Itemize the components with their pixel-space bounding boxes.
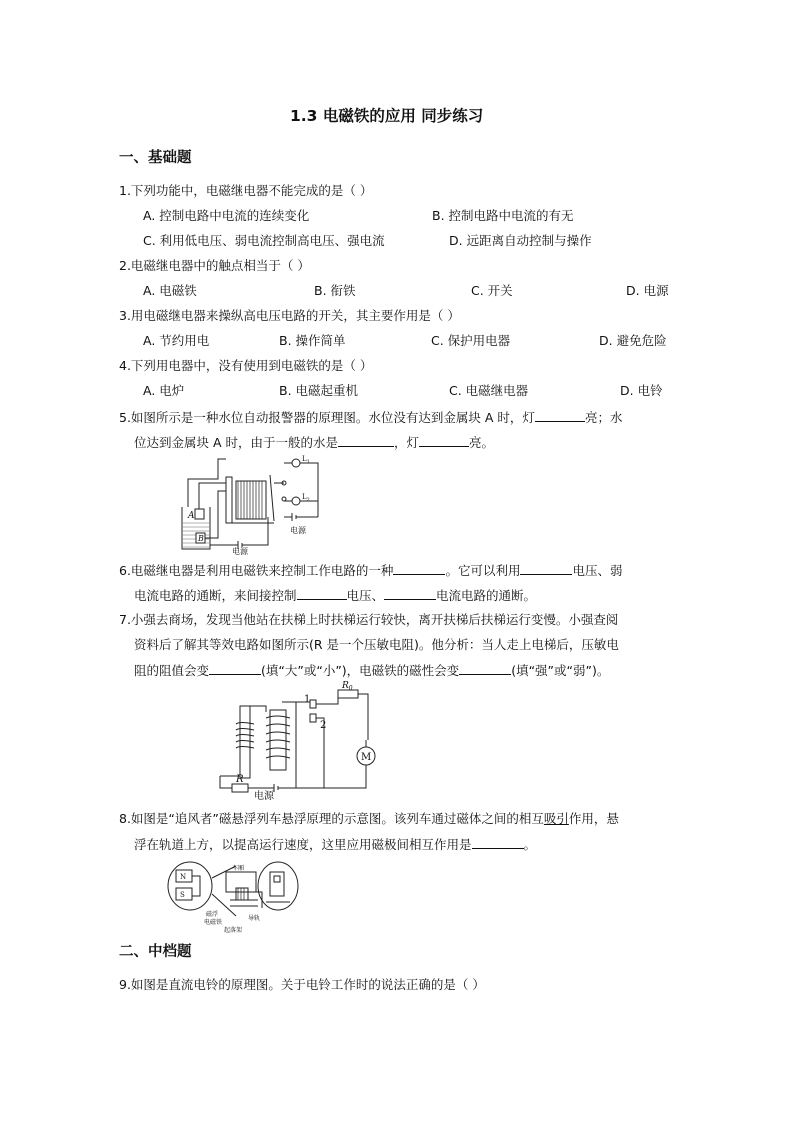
label-car: 车厢	[232, 865, 245, 872]
label-a: A	[188, 511, 195, 521]
q8-text: 浮在轨道上方，以提高运行速度，这里应用磁极间相互作用是	[134, 837, 472, 852]
question-4-option-a: A. 电炉	[143, 383, 185, 398]
label-contact-2: 2	[320, 720, 327, 731]
q8-text: 8.如图是“追风者”磁悬浮列车悬浮原理的示意图。该列车通过磁体之间的相互	[119, 811, 544, 826]
label-s: S	[180, 891, 185, 899]
q6-blank-2[interactable]	[520, 561, 572, 575]
q6-text: 电流电路的通断。	[436, 588, 537, 603]
q6-text: 6.电磁继电器是利用电磁铁来控制工作电路的一种	[119, 563, 394, 578]
motor-icon: M	[361, 752, 372, 763]
label-contact-1: 1	[304, 694, 311, 705]
q7-blank-1[interactable]	[209, 661, 261, 675]
question-8-line-2	[134, 835, 536, 854]
question-1-option-a: A. 控制电路中电流的连续变化	[143, 208, 310, 223]
escalator-circuit-figure	[214, 681, 384, 804]
q6-blank-1[interactable]	[393, 561, 445, 575]
label-n: N	[180, 873, 187, 881]
q7-text: (填“强”或“弱”)。	[511, 663, 610, 678]
q8-underlined-word: 吸引	[543, 811, 569, 826]
q6-text: 。它可以利用	[445, 563, 521, 578]
question-4-option-d: D. 电铃	[620, 383, 663, 398]
question-3-option-b: B. 操作简单	[279, 333, 346, 348]
q5-text: 5.如图所示是一种水位自动报警器的原理图。水位没有达到金属块 A 时，灯	[119, 410, 535, 425]
label-l1: $L_1$	[302, 455, 310, 465]
question-5-line-1	[119, 408, 622, 427]
q5-text: 亮；水	[584, 410, 623, 425]
question-5-line-2	[134, 433, 494, 452]
q5-blank-2[interactable]	[338, 433, 394, 447]
label-r: R	[236, 774, 244, 785]
question-4-option-b: B. 电磁起重机	[279, 383, 359, 398]
q6-text: 电压、	[346, 588, 385, 603]
question-6-line-1	[119, 561, 622, 580]
label-landing-gear: 起落架	[224, 927, 243, 934]
question-2-stem: 2.电磁继电器中的触点相当于（ ）	[119, 258, 310, 273]
q6-blank-3[interactable]	[297, 586, 347, 600]
question-1-option-c: C. 利用低电压、弱电流控制高电压、强电流	[143, 233, 385, 248]
question-7-line-1: 7.小强去商场，发现当他站在扶梯上时扶梯运行较快，离开扶梯后扶梯运行变慢。小强查阅	[119, 612, 619, 627]
maglev-figure	[166, 858, 300, 934]
label-maglev: 磁浮	[206, 911, 219, 918]
label-power: 电源	[254, 791, 274, 802]
question-1-option-b: B. 控制电路中电流的有无	[432, 208, 574, 223]
question-3-stem: 3.用电磁继电器来操纵高电压电路的开关，其主要作用是（ ）	[119, 308, 460, 323]
label-power-bottom: 电源	[232, 547, 248, 556]
q5-text: 位达到金属块 A 时，由于一般的水是	[134, 435, 338, 450]
question-1-option-d: D. 远距离自动控制与操作	[449, 233, 592, 248]
section-heading-medium: 二、中档题	[119, 944, 192, 960]
q5-blank-1[interactable]	[535, 408, 585, 422]
question-6-line-2	[134, 586, 536, 605]
question-2-option-d: D. 电源	[626, 283, 669, 298]
water-level-alarm-figure	[178, 455, 328, 555]
label-electromagnet: 电磁铁	[204, 919, 223, 926]
question-2-option-a: A. 电磁铁	[143, 283, 197, 298]
q8-blank-1[interactable]	[472, 835, 524, 849]
question-4-option-c: C. 电磁继电器	[449, 383, 529, 398]
q7-blank-2[interactable]	[459, 661, 511, 675]
q6-text: 电压、弱	[572, 563, 623, 578]
label-rail: 导轨	[248, 915, 261, 922]
question-2-option-b: B. 衔铁	[314, 283, 356, 298]
section-heading-basic: 一、基础题	[119, 150, 192, 166]
label-r0: $R_0$	[342, 681, 353, 692]
q8-text: 。	[523, 837, 537, 852]
label-b: B	[198, 534, 204, 543]
q6-text: 电流电路的通断，来间接控制	[134, 588, 297, 603]
q5-blank-3[interactable]	[419, 433, 469, 447]
q7-text: (填“大”或“小”)，电磁铁的磁性会变	[261, 663, 460, 678]
question-8-line-1	[119, 810, 619, 828]
q7-text: 阻的阻值会变	[134, 663, 210, 678]
question-3-option-c: C. 保护用电器	[431, 333, 511, 348]
q8-text: 作用，悬	[568, 811, 619, 826]
q6-blank-4[interactable]	[384, 586, 436, 600]
label-power-right: 电源	[290, 526, 306, 535]
q5-text: ，灯	[394, 435, 420, 450]
label-l2: $L_2$	[302, 493, 310, 503]
question-9-stem: 9.如图是直流电铃的原理图。关于电铃工作时的说法正确的是（ ）	[119, 977, 485, 992]
page-title: 1.3 电磁铁的应用 同步练习	[290, 107, 484, 125]
question-7-line-3	[134, 661, 609, 680]
q5-text: 亮。	[469, 435, 495, 450]
question-1-stem: 1.下列功能中，电磁继电器不能完成的是（ ）	[119, 183, 373, 198]
question-7-line-2: 资料后了解其等效电路如图所示(R 是一个压敏电阻)。他分析：当人走上电梯后，压敏电	[134, 637, 619, 652]
question-3-option-a: A. 节约用电	[143, 333, 210, 348]
question-3-option-d: D. 避免危险	[599, 333, 667, 348]
question-2-option-c: C. 开关	[471, 283, 513, 298]
question-4-stem: 4.下列用电器中，没有使用到电磁铁的是（ ）	[119, 358, 373, 373]
